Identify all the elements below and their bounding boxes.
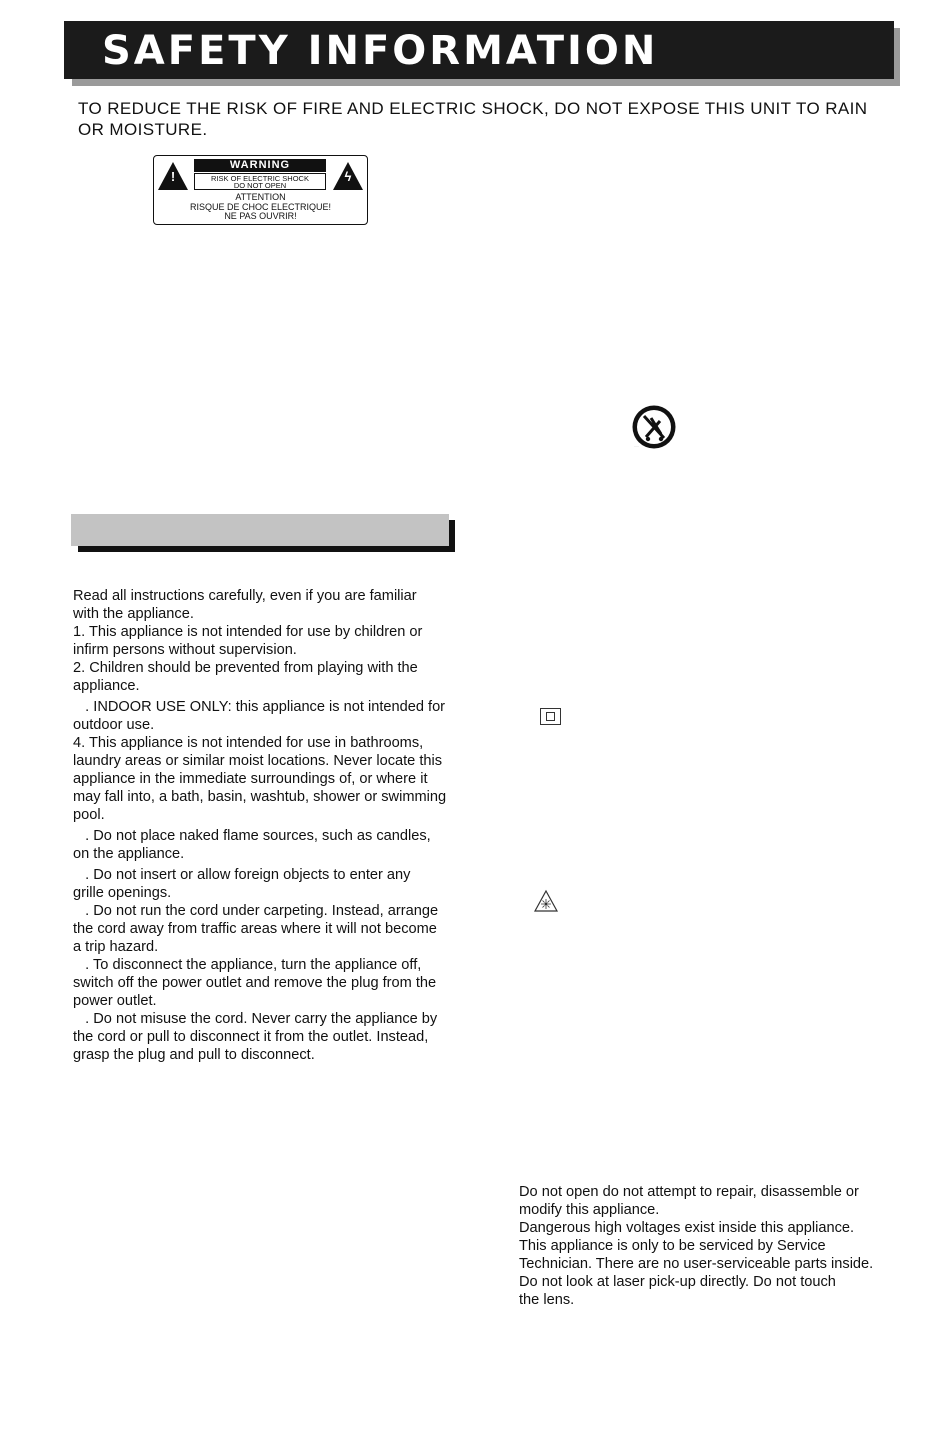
instruction-line: on the appliance. — [73, 846, 185, 862]
instruction-line: pool. — [73, 807, 105, 823]
warning-line-2: DO NOT OPEN — [233, 181, 287, 190]
section-header-bar — [71, 514, 449, 546]
instruction-line: grasp the plug and pull to disconnect. — [73, 1047, 315, 1063]
instruction-line: with the appliance. — [73, 606, 194, 622]
instruction-line: the cord or pull to disconnect it from the outlet. Instead, — [73, 1029, 429, 1045]
instruction-line: 4. This appliance is not intended for use in bathrooms, — [73, 735, 424, 751]
service-line: Dangerous high voltages exist inside this appliance. — [519, 1220, 855, 1236]
tipover-icon-caption: ····· — [634, 444, 639, 448]
lightning-glyph: ϟ — [344, 169, 352, 184]
instruction-line: . To disconnect the appliance, turn the appliance off, — [73, 957, 422, 973]
warning-line-1: RISK OF ELECTRIC SHOCK — [211, 173, 309, 183]
instruction-line: appliance. — [73, 678, 140, 694]
intro-warning-text: TO REDUCE THE RISK OF FIRE AND ELECTRIC SHOCK, DO NOT EXPOSE THIS UNIT TO RAIN OR MOISTURE. — [78, 99, 868, 139]
warning-line-5: NE PAS OUVRIR! — [224, 211, 297, 221]
page-title: SAFETY INFORMATION — [64, 21, 894, 79]
instruction-line: grille openings. — [73, 885, 172, 901]
warning-line-4: RISQUE DE CHOC ELECTRIQUE! — [189, 201, 332, 212]
exclamation-glyph: ! — [170, 169, 176, 184]
instruction-line: 1. This appliance is not intended for use by children or — [73, 624, 423, 640]
service-line: Do not open do not attempt to repair, disassemble or — [519, 1184, 859, 1200]
instruction-line: a trip hazard. — [73, 939, 159, 955]
laser-warning-icon — [533, 889, 559, 913]
instruction-line: Read all instructions carefully, even if you are familiar — [73, 588, 417, 604]
instruction-line: switch off the power outlet and remove the plug from the — [73, 975, 437, 991]
warning-heading: WARNING — [194, 159, 326, 172]
safety-instructions — [73, 587, 493, 1064]
instruction-line: . INDOOR USE ONLY: this appliance is not intended for — [73, 699, 446, 715]
double-insulation-icon — [540, 708, 561, 725]
instruction-line: . Do not insert or allow foreign objects to enter any — [73, 867, 411, 883]
instruction-line: 2. Children should be prevented from playing with the — [73, 660, 418, 676]
service-line: Do not look at laser pick-up directly. Do not touch — [519, 1274, 836, 1290]
instruction-line: the cord away from traffic areas where it will not become — [73, 921, 437, 937]
instruction-line: . Do not place naked flame sources, such as candles, — [73, 828, 431, 844]
instruction-line: infirm persons without supervision. — [73, 642, 297, 658]
instruction-line: may fall into, a bath, basin, washtub, shower or swimming — [73, 789, 447, 805]
warning-shock-box — [194, 173, 326, 190]
instruction-line: power outlet. — [73, 993, 157, 1009]
service-line: the lens. — [519, 1292, 575, 1308]
instruction-line: . Do not misuse the cord. Never carry the appliance by — [73, 1011, 438, 1027]
service-line: This appliance is only to be serviced by Service — [519, 1238, 826, 1254]
warning-french-text — [154, 193, 367, 222]
service-warning-text — [519, 1183, 919, 1309]
instruction-line: laundry areas or similar moist locations. Never locate this — [73, 753, 443, 769]
service-line: Technician. There are no user-serviceable parts inside. — [519, 1256, 874, 1272]
instruction-line: outdoor use. — [73, 717, 155, 733]
service-line: modify this appliance. — [519, 1202, 660, 1218]
instruction-line: appliance in the immediate surroundings of, or where it — [73, 771, 428, 787]
electric-shock-warning-label — [153, 155, 368, 225]
warning-line-3: ATTENTION — [235, 192, 286, 202]
instruction-line: . Do not run the cord under carpeting. Instead, arrange — [73, 903, 439, 919]
